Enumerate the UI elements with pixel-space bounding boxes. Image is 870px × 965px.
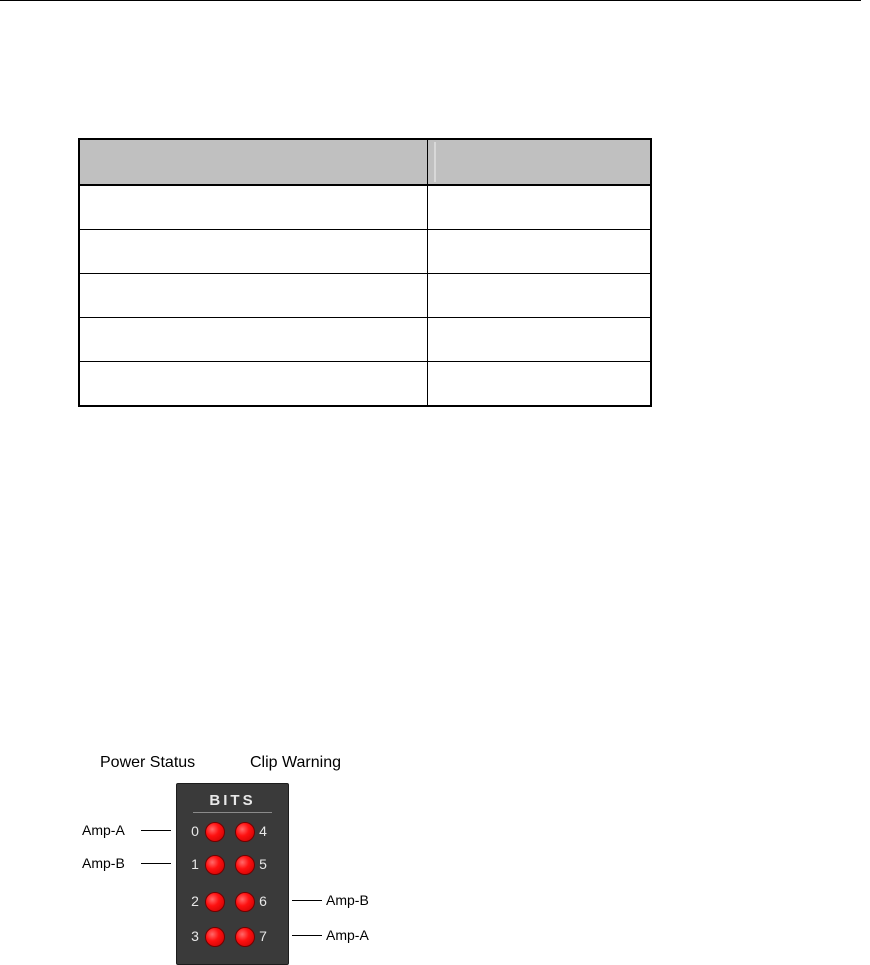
bit-number: 7 [259, 928, 267, 944]
table-header-row [79, 139, 651, 185]
table-cell [428, 362, 652, 407]
table-row [79, 230, 651, 274]
table-cell [428, 230, 652, 274]
table-cell [79, 318, 428, 362]
bit-number: 1 [191, 856, 199, 872]
led-indicator [235, 855, 255, 875]
bit-number: 0 [191, 823, 199, 839]
table-row [79, 362, 651, 407]
led-indicator [205, 855, 225, 875]
leader-line [141, 830, 171, 831]
leader-line [292, 900, 322, 901]
table-cell [79, 230, 428, 274]
bit-number: 6 [259, 893, 267, 909]
clip-warning-heading: Clip Warning [250, 754, 341, 771]
led-indicator [235, 927, 255, 947]
table-row [79, 274, 651, 318]
table-cell [79, 274, 428, 318]
table-cell [428, 318, 652, 362]
amp-label: Amp-A [326, 927, 369, 943]
leader-line [292, 935, 322, 936]
table-cell [79, 362, 428, 407]
table-cell [428, 274, 652, 318]
table-cell [79, 185, 428, 230]
bits-panel [176, 783, 289, 965]
bit-number: 2 [191, 893, 199, 909]
bit-number: 4 [259, 823, 267, 839]
amp-label: Amp-A [82, 822, 125, 838]
amp-label: Amp-B [326, 892, 369, 908]
data-table [78, 138, 652, 407]
led-indicator [205, 892, 225, 912]
column-header [79, 139, 428, 185]
amp-label: Amp-B [82, 855, 125, 871]
table-container [78, 138, 652, 407]
bit-number: 5 [259, 856, 267, 872]
led-indicator [205, 822, 225, 842]
leader-line [141, 863, 171, 864]
led-indicator [235, 822, 255, 842]
bits-label: BITS [209, 792, 256, 809]
led-diagram [0, 740, 420, 949]
bit-number: 3 [191, 928, 199, 944]
table-cell [428, 185, 652, 230]
table-row [79, 185, 651, 230]
led-indicator [205, 927, 225, 947]
led-indicator [235, 892, 255, 912]
bits-underline [193, 812, 272, 813]
power-status-heading: Power Status [100, 754, 196, 771]
table-row [79, 318, 651, 362]
column-header [428, 139, 652, 185]
top-rule [0, 0, 861, 1]
